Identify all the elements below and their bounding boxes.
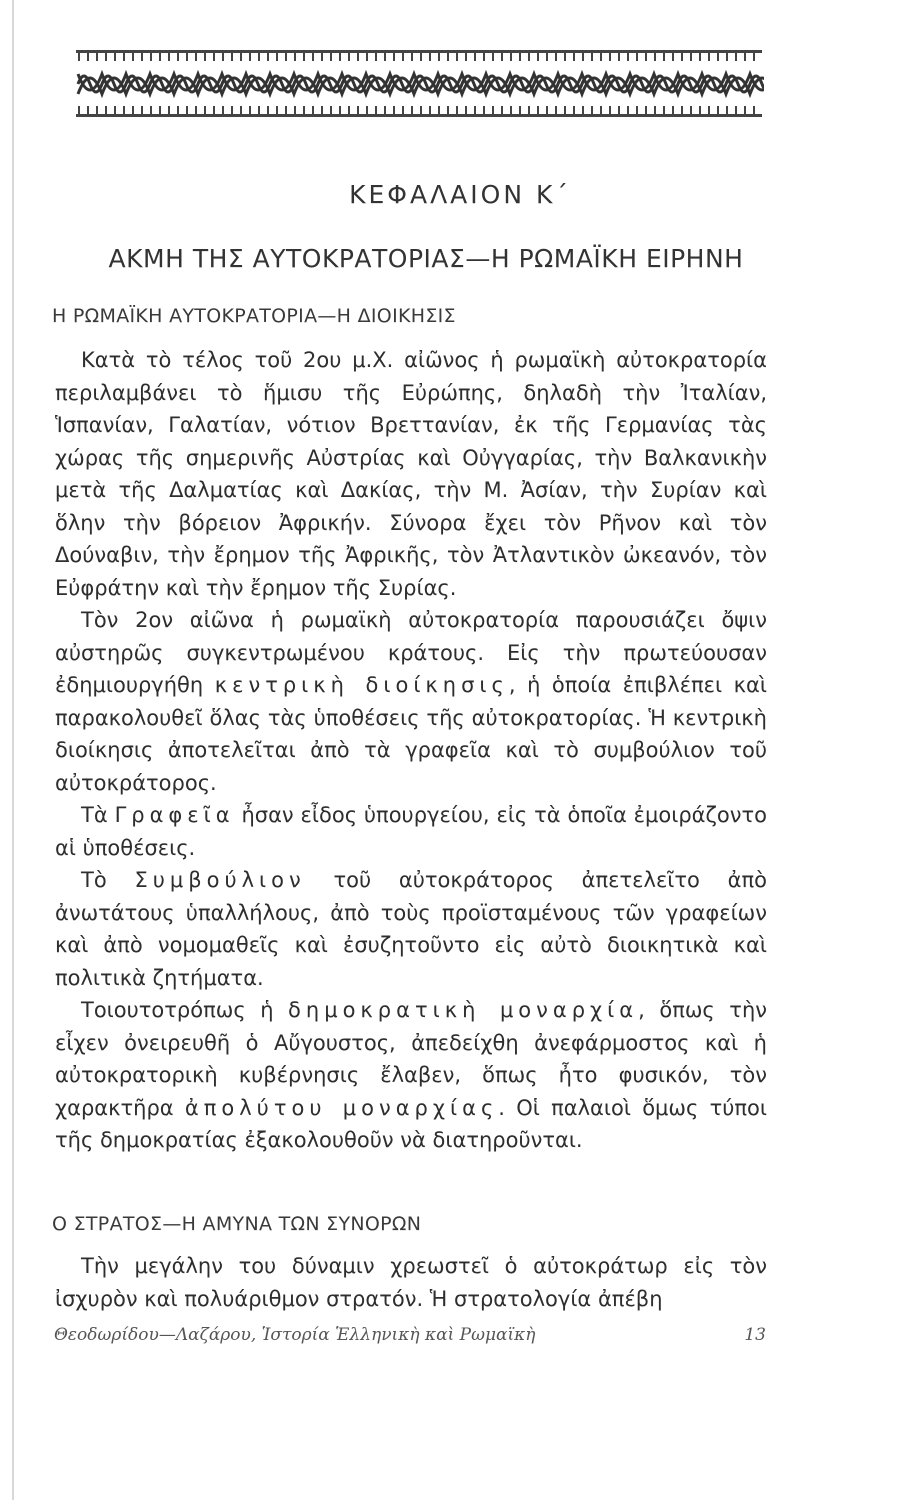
section-body-army — [55, 1250, 767, 1315]
paragraph: Τοιουτοτρόπως ἡ δημοκρατικὴ μοναρχία, ὅπως τὴν εἶχεν ὀνειρευθῆ ὁ Αὔγουστος, ἀπεδείχθη ἀνεφάρμοστος καὶ ἡ αὐτοκρατορικὴ κυβέρνησις ἔλαβεν, ὅπως ἦτο φυσικόν, τὸν χαρακτῆρα ἀπολύτου μοναρχίας. Οἱ παλαιοὶ ὅμως τύποι τῆς δημοκρατίας ἐξακολουθοῦν νὰ διατηροῦνται. — [55, 998, 767, 1152]
paragraph: Κατὰ τὸ τέλος τοῦ 2ου μ.Χ. αἰῶνος ἡ ρωμαϊκὴ αὐτοκρατορία περιλαμβάνει τὸ ἥμισυ τῆς Εὐρώπης, δηλαδὴ τὴν Ἰταλίαν, Ἱσπανίαν, Γαλατίαν, νότιον Βρεττανίαν, ἐκ τῆς Γερμανίας τὰς χώρας τῆς σημερινῆς Αὐστρίας καὶ Οὐγγαρίας, τὴν Βαλκανικὴν μετὰ τῆς Δαλματίας καὶ Δακίας, τὴν Μ. Ἀσίαν, τὴν Συρίαν καὶ ὅλην τὴν βόρειον Ἀφρικήν. Σύνορα ἔχει τὸν Ρῆνον καὶ τὸν Δούναβιν, τὴν ἔρημον τῆς Ἀφρικῆς, τὸν Ἀτλαντικὸν ὠκεανόν, τὸν Εὐφράτην καὶ τὴν ἔρημον τῆς Συρίας. — [55, 348, 767, 600]
section-heading-administration: Η ΡΩΜΑΪΚΗ ΑΥΤΟΚΡΑΤΟΡΙΑ—Η ΔΙΟΙΚΗΣΙΣ — [52, 305, 456, 327]
ornament-border — [74, 44, 764, 124]
emphasis-text: δημοκρατικὴ μοναρχία — [288, 998, 639, 1022]
paragraph: Τὰ Γραφεῖα ἦσαν εἶδος ὑπουργείου, εἰς τὰ ὁποῖα ἐμοιράζοντο αἱ ὑποθέσεις. — [55, 803, 767, 860]
paragraph: Τὸν 2ον αἰῶνα ἡ ρωμαϊκὴ αὐτοκρατορία παρουσιάζει ὄψιν αὐστηρῶς συγκεντρωμένου κράτους. Εἰς τὴν πρωτεύουσαν ἐδημιουργήθη κεντρικὴ διοίκησις, ἡ ὁποία ἐπιβλέπει καὶ παρακολουθεῖ ὅλας τὰς ὑποθέσεις τῆς αὐτοκρατορίας. Ἡ κεντρικὴ διοίκησις ἀποτελεῖται ἀπὸ τὰ γραφεῖα καὶ τὸ συμβούλιον τοῦ αὐτοκράτορος. — [55, 608, 768, 795]
page-edge-line — [12, 0, 14, 1500]
footer-citation: Θεοδωρίδου—Λαζάρου, Ἱστορία Ἑλληνικὴ καὶ Ρωμαϊκὴ — [54, 1325, 536, 1345]
section-body-administration — [55, 344, 767, 1157]
chapter-label: ΚΕΦΑΛΑΙΟΝ Κ΄ — [349, 180, 571, 209]
emphasis-text: Συμβούλιον — [134, 868, 306, 892]
emphasis-text: ἀπολύτου μοναρχίας — [184, 1095, 499, 1120]
chapter-title: ΑΚΜΗ ΤΗΣ ΑΥΤΟΚΡΑΤΟΡΙΑΣ—Η ΡΩΜΑΪΚΗ ΕΙΡΗΝΗ — [108, 244, 744, 273]
paragraph: Τὴν μεγάλην του δύναμιν χρεωστεῖ ὁ αὐτοκράτωρ εἰς τὸν ἰσχυρὸν καὶ πολυάριθμον στρατόν. Ἡ στρατολογία ἀπέβη — [55, 1254, 767, 1311]
emphasis-text: Γραφεῖα — [114, 803, 235, 827]
page-number: 13 — [744, 1325, 766, 1345]
paragraph: Τὸ Συμβούλιον τοῦ αὐτοκράτορος ἀπετελεῖτο ἀπὸ ἀνωτάτους ὑπαλλήλους, ἀπὸ τοὺς προϊσταμένους τῶν γραφείων καὶ ἀπὸ νομομαθεῖς καὶ ἐσυζητοῦντο εἰς αὐτὸ διοικητικὰ καὶ πολιτικὰ ζητήματα. — [55, 868, 767, 990]
section-heading-army: Ο ΣΤΡΑΤΟΣ—Η ΑΜΥΝΑ ΤΩΝ ΣΥΝΟΡΩΝ — [52, 1213, 422, 1235]
emphasis-text: κεντρικὴ διοίκησις — [214, 673, 509, 697]
page-footer — [54, 1325, 766, 1345]
